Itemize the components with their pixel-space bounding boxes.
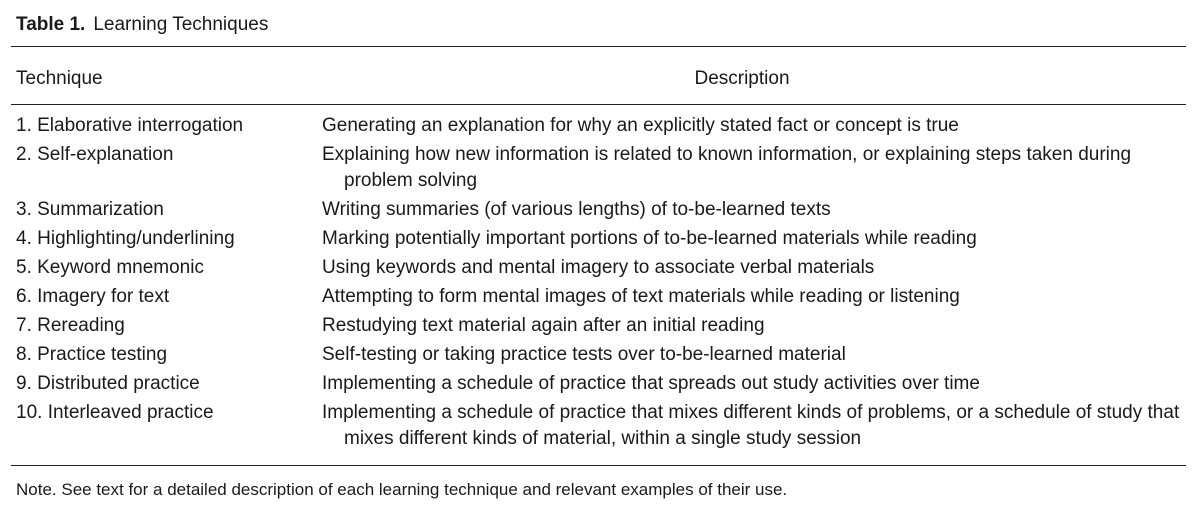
description-cell: Attempting to form mental images of text materials while reading or listening (322, 286, 960, 307)
technique-cell: 9. Distributed practice (16, 373, 200, 394)
description-cell: Implementing a schedule of practice that mixes different kinds of problems, or a schedule of study that mixes different kinds of material, within a single study session (322, 402, 1180, 449)
description-cell: Generating an explanation for why an explicitly stated fact or concept is true (322, 115, 959, 136)
technique-cell: 2. Self-explanation (16, 144, 174, 165)
technique-cell: 8. Practice testing (16, 344, 168, 365)
table-row (16, 142, 1186, 194)
technique-cell: 6. Imagery for text (16, 286, 170, 307)
table-row (16, 313, 1186, 339)
table-row (16, 255, 1186, 281)
table-row (16, 226, 1186, 252)
table-label: Table 1. (16, 14, 86, 35)
table-row (16, 197, 1186, 223)
technique-cell: 10. Interleaved practice (16, 402, 214, 423)
technique-cell: 5. Keyword mnemonic (16, 257, 204, 278)
table-caption (16, 12, 268, 38)
description-cell: Restudying text material again after an initial reading (322, 315, 765, 336)
table-row (16, 371, 1186, 397)
column-header-description: Description (694, 68, 790, 89)
header-rule (11, 104, 1186, 105)
table-title: Learning Techniques (93, 14, 269, 35)
description-cell: Writing summaries (of various lengths) of to-be-learned texts (322, 199, 831, 220)
technique-cell: 1. Elaborative interrogation (16, 115, 244, 136)
description-cell: Marking potentially important portions of to-be-learned materials while reading (322, 228, 977, 249)
table-note: Note. See text for a detailed description of each learning technique and relevant examples of their use. (16, 480, 788, 499)
description-cell: Explaining how new information is related to known information, or explaining steps taken during problem solving (322, 144, 1132, 191)
table-body (16, 113, 1186, 455)
description-cell: Self-testing or taking practice tests over to-be-learned material (322, 344, 846, 365)
description-cell: Using keywords and mental imagery to associate verbal materials (322, 257, 875, 278)
column-header-technique: Technique (16, 68, 103, 89)
bottom-rule (11, 465, 1186, 466)
table-row (16, 284, 1186, 310)
table-row (16, 400, 1186, 452)
table-row (16, 113, 1186, 139)
technique-cell: 4. Highlighting/underlining (16, 228, 235, 249)
technique-cell: 3. Summarization (16, 199, 164, 220)
table-row (16, 342, 1186, 368)
technique-cell: 7. Rereading (16, 315, 125, 336)
description-cell: Implementing a schedule of practice that spreads out study activities over time (322, 373, 980, 394)
top-rule (11, 46, 1186, 47)
